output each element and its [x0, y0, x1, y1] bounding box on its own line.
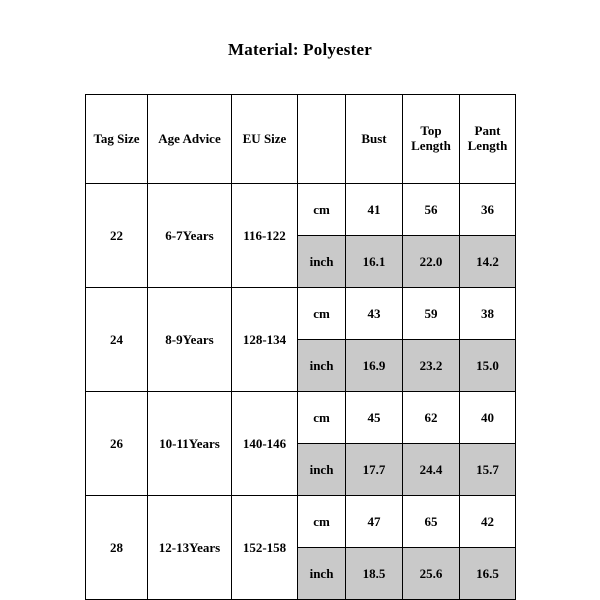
cell-unit-inch: inch: [298, 340, 346, 392]
cell-age-advice: 10-11Years: [148, 392, 232, 496]
table-row: [86, 496, 516, 548]
cell-bust-cm: 43: [346, 288, 403, 340]
cell-top-length-cm: 59: [403, 288, 460, 340]
cell-pant-length-inch: 15.0: [460, 340, 516, 392]
table-body: [86, 184, 516, 600]
header-bust: Bust: [346, 95, 403, 184]
cell-unit-inch: inch: [298, 236, 346, 288]
cell-top-length-inch: 24.4: [403, 444, 460, 496]
cell-top-length-inch: 23.2: [403, 340, 460, 392]
cell-bust-cm: 47: [346, 496, 403, 548]
cell-unit-cm: cm: [298, 392, 346, 444]
cell-top-length-inch: 25.6: [403, 548, 460, 600]
cell-tag-size: 22: [86, 184, 148, 288]
cell-bust-inch: 16.1: [346, 236, 403, 288]
table-header: [86, 95, 516, 184]
cell-bust-cm: 45: [346, 392, 403, 444]
table-row: [86, 392, 516, 444]
table-row: [86, 184, 516, 236]
header-top-length-line1: Top: [420, 123, 442, 139]
cell-tag-size: 26: [86, 392, 148, 496]
cell-pant-length-cm: 42: [460, 496, 516, 548]
size-chart-table-wrapper: [85, 94, 515, 600]
cell-age-advice: 12-13Years: [148, 496, 232, 600]
cell-top-length-cm: 65: [403, 496, 460, 548]
header-top-length-line2: Length: [411, 138, 451, 153]
cell-unit-cm: cm: [298, 496, 346, 548]
header-pant-length-line1: Pant: [474, 123, 501, 139]
cell-top-length-cm: 56: [403, 184, 460, 236]
cell-top-length-inch: 22.0: [403, 236, 460, 288]
table-row: [86, 288, 516, 340]
cell-top-length-cm: 62: [403, 392, 460, 444]
cell-eu-size: 116-122: [232, 184, 298, 288]
cell-bust-inch: 16.9: [346, 340, 403, 392]
header-eu-size: EU Size: [232, 95, 298, 184]
header-unit: [298, 95, 346, 184]
cell-eu-size: 152-158: [232, 496, 298, 600]
cell-pant-length-inch: 14.2: [460, 236, 516, 288]
cell-tag-size: 28: [86, 496, 148, 600]
cell-unit-cm: cm: [298, 288, 346, 340]
header-age-advice: Age Advice: [148, 95, 232, 184]
cell-eu-size: 128-134: [232, 288, 298, 392]
cell-age-advice: 8-9Years: [148, 288, 232, 392]
cell-pant-length-inch: 15.7: [460, 444, 516, 496]
cell-unit-inch: inch: [298, 548, 346, 600]
cell-bust-cm: 41: [346, 184, 403, 236]
page-title: Material: Polyester: [228, 40, 372, 59]
header-row: [86, 95, 516, 184]
cell-unit-cm: cm: [298, 184, 346, 236]
header-pant-length-line2: Length: [467, 138, 508, 153]
header-tag-size: Tag Size: [86, 95, 148, 184]
cell-bust-inch: 18.5: [346, 548, 403, 600]
header-pant-length: [460, 95, 516, 184]
cell-bust-inch: 17.7: [346, 444, 403, 496]
cell-pant-length-cm: 36: [460, 184, 516, 236]
cell-age-advice: 6-7Years: [148, 184, 232, 288]
size-chart-table: [85, 94, 516, 600]
header-top-length: [403, 95, 460, 184]
cell-pant-length-cm: 40: [460, 392, 516, 444]
cell-pant-length-cm: 38: [460, 288, 516, 340]
cell-pant-length-inch: 16.5: [460, 548, 516, 600]
cell-tag-size: 24: [86, 288, 148, 392]
cell-unit-inch: inch: [298, 444, 346, 496]
cell-eu-size: 140-146: [232, 392, 298, 496]
